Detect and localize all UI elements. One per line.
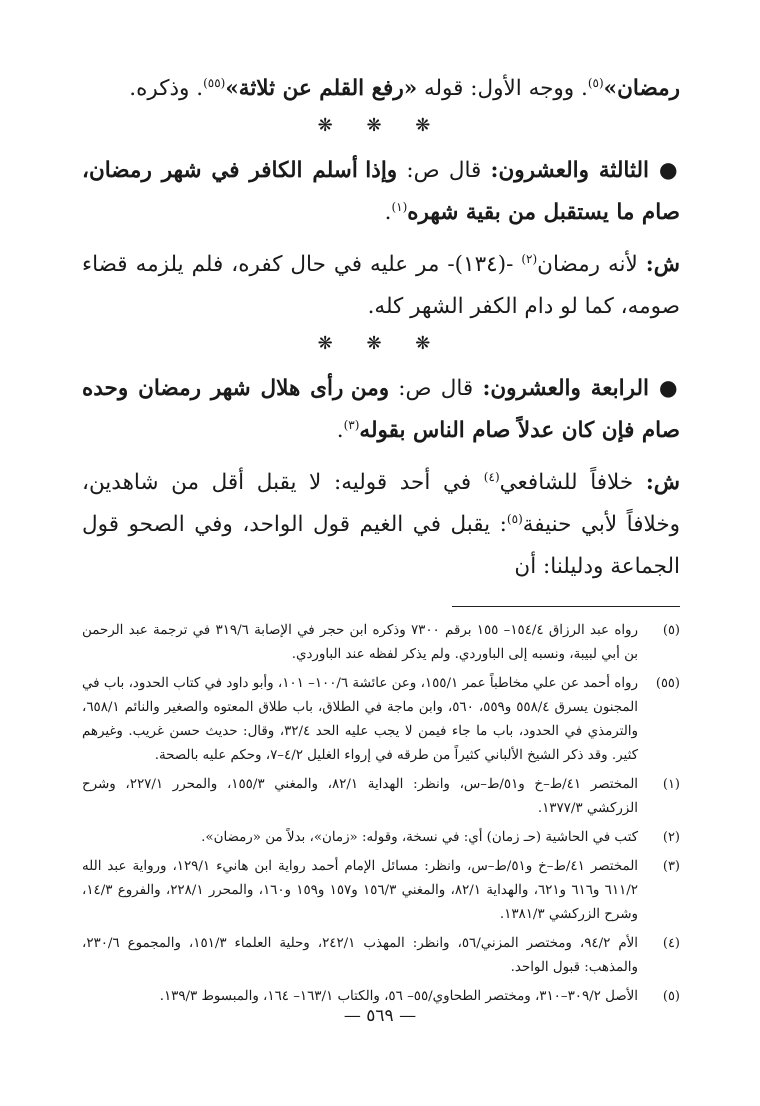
page-number: — ٥٦٩ — <box>343 1006 417 1026</box>
footnote <box>82 773 680 821</box>
footnotes <box>82 619 680 1009</box>
footnote-text: الأم ٩٤/٢، ومختصر المزني/٥٦، وانظر: المهذب ٢٤٢/١، وحلية العلماء ١٥١/٣، والمجموع ٢٣٠/٦، والمذهب: قبول الواحد. <box>82 936 638 975</box>
footnote-text: المختصر ٤١/ط–خ و٥١/ط–س، وانظر: مسائل الإمام أحمد رواية ابن هانيء ١٢٩/١، ورواية عبد الله ٦١١/٢ و٦١٦ و٦٢١، والهداية ٨٢/١، والمغني ١٥٦/٣ و١٥٧ و١٥٩ و١٦٠، والمحرر ٢٢٨/١، والفروع ١٤/٣، وشرح الزركشي ١٣٨١/٣. <box>82 859 639 922</box>
footnote-text: رواه عبد الرزاق ١٥٤/٤– ١٥٥ برقم ٧٣٠٠ وذكره ابن حجر في الإصابة ٣١٩/٦ في ترجمة عبد الرحمن بن أبي لبيبة، ونسبه إلى الباوردي. ولم يذكر لفظه عند الباوردي. <box>82 623 638 662</box>
footnote-mark: (١) <box>662 777 680 792</box>
footnote-ref: (٥) <box>587 75 604 90</box>
text-fragment: لأنه رمضان <box>537 252 646 277</box>
footnote-ref: (٢) <box>521 251 538 266</box>
footnote-mark: (٤) <box>662 936 680 951</box>
footnote-text: رواه أحمد عن علي مخاطباً عمر ١٥٥/١، وعن عائشة ١٠٠/٦– ١٠١، وأبو داود في كتاب الحدود، باب في المجنون يسرق ٥٥٨/٤ و٥٥٩، ٥٦٠، وابن ماجة في الطلاق، باب طلاق المعتوه والصغير والنائم ٦٥٨/١، والترمذي في الحدود، باب ما جاء فيمن لا يجب عليه الحد ٣٢/٤، وقال: حديث حسن غريب. وغيرهم كثير. وقد ذكر الشيخ الألباني كثيراً من طرقه في إرواء الغليل ٤/٢–٧، وحكم عليه بالصحة. <box>82 676 638 763</box>
text-fragment: قال ص: <box>389 376 483 401</box>
text-fragment: قال ص: <box>397 158 491 183</box>
text-fragment: في أحد قوليه: لا يقبل أقل من شاهدين، وخلافاً لأبي حنيفة <box>82 470 680 537</box>
section-separator: ❋ ❋ ❋ <box>317 333 445 354</box>
footnote-mark: (٥) <box>662 989 680 1004</box>
footnote-text: الأصل ٣٠٩/٢–٣١٠، ومختصر الطحاوي/٥٥– ٥٦، والكتاب ١٦٣/١– ١٦٤، والمبسوط ١٣٩/٣. <box>159 989 638 1004</box>
footnote-ref: (٥) <box>506 511 523 526</box>
footnote <box>82 932 680 980</box>
text-fragment: رمضان» <box>603 76 680 101</box>
text-fragment: . ووجه الأول: قوله <box>417 76 588 101</box>
footnote-mark: (٣) <box>662 859 680 874</box>
footnote-mark: (٥٥) <box>655 676 680 691</box>
issue-text: وإذا أسلم الكافر في شهر رمضان، صام ما يستقبل من بقية شهره <box>82 158 680 225</box>
footnote <box>82 619 680 667</box>
paragraph-issue-23 <box>82 150 680 234</box>
text-fragment: -(١٣٤)- مر عليه في حال كفره، فلم يلزمه قضاء صومه، كما لو دام الكفر الشهر كله. <box>82 252 680 319</box>
footnote-text: كتب في الحاشية (حـ زمان) أي: في نسخة، وقوله: «زمان»، بدلاً من «رمضان». <box>201 830 638 845</box>
footnote-divider <box>452 606 680 607</box>
commentary-marker: ش: <box>645 470 680 495</box>
issue-heading: ● الثالثة والعشرون: <box>490 158 680 183</box>
footnote-ref: (١) <box>391 199 408 214</box>
section-separator: ❋ ❋ ❋ <box>317 115 445 136</box>
issue-text: ومن رأى هلال شهر رمضان وحده صام فإن كان عدلاً صام الناس بقوله <box>82 376 680 443</box>
footnote-mark: (٥) <box>662 623 680 638</box>
footnote-text: المختصر ٤١/ط–خ و٥١/ط–س، وانظر: الهداية ٨٢/١، والمغني ١٥٥/٣، والمحرر ٢٢٧/١، وشرح الزركشي ١٣٧٧/٣. <box>82 777 638 816</box>
paragraph-commentary-24 <box>82 462 680 588</box>
hadith-quote: «رفع القلم عن ثلاثة» <box>225 76 418 101</box>
footnote <box>82 855 680 927</box>
text-fragment: : يقبل في الغيم قول الواحد، وفي الصحو قول الجماعة ودليلنا: أن <box>82 512 680 579</box>
text-fragment: . وذكره. <box>129 76 204 101</box>
commentary-marker: ش: <box>645 252 680 277</box>
paragraph-issue-24 <box>82 368 680 452</box>
issue-heading: ● الرابعة والعشرون: <box>482 376 680 401</box>
text-fragment: . <box>336 418 344 443</box>
footnote-mark: (٢) <box>662 830 680 845</box>
main-text <box>82 68 680 588</box>
paragraph-commentary-23 <box>82 244 680 328</box>
footnote <box>82 826 680 850</box>
text-fragment: خلافاً للشافعي <box>499 470 646 495</box>
book-page <box>82 68 680 1014</box>
footnote <box>82 672 680 768</box>
footnote-ref: (٣) <box>343 417 360 432</box>
text-fragment: . <box>384 200 392 225</box>
paragraph-continuation <box>82 68 680 110</box>
footnote-ref: (٥٥) <box>203 75 226 90</box>
footnote-ref: (٤) <box>483 469 500 484</box>
